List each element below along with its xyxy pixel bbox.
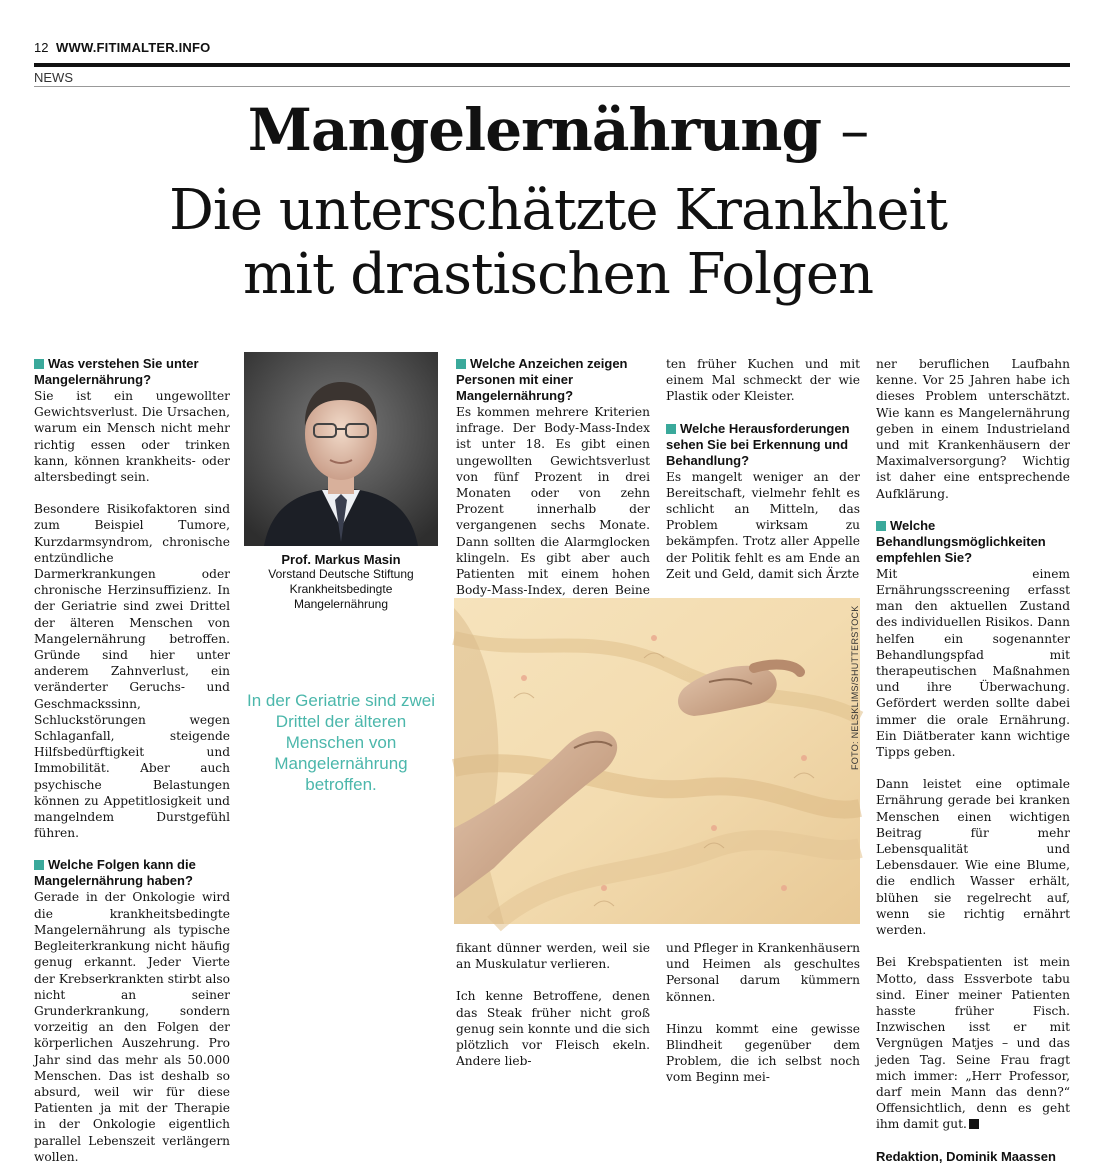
author-role: Mangelernährung (293, 597, 389, 611)
body-paragraph: ner beruflichen Laufbahn kenne. Vor 25 Jahren habe ich dieses Problem unterschätzt. Wie kann es Mangelernährung geben in einem Industrieland und mit Krankenhäusern der Maximalversorgung? Wichtig ist daher eine entsprechende Aufklärung. (876, 357, 1070, 501)
article-column-3 (456, 356, 650, 615)
photo-credit: FOTO: NELSKLIMS/SHUTTERSTOCK (850, 605, 860, 770)
headline-line1 (40, 96, 1076, 164)
body-paragraph: Hinzu kommt eine gewisse Blindheit gegenüber dem Problem, die ich selbst noch vom Beginn mei- (666, 1021, 860, 1085)
author-role: Vorstand Deutsche Stiftung (268, 567, 414, 581)
answer-paragraph: Es kommen mehrere Kriterien infrage. Der Body-Mass-Index ist unter 18. Es gibt einen ungewollten Gewichtsverlust von fünf Prozent in drei Monaten oder von zehn Prozent innerhalb der vergangenen sechs Monate. Dann sollten die Alarmglocken klingeln. Es gibt aber auch Patienten mit einem hohen Body-Mass-Index, deren Beine (456, 405, 650, 598)
square-bullet-icon (456, 359, 466, 369)
headline-main: Mangelernährung (247, 96, 822, 164)
article-column-3-continued (456, 940, 650, 1069)
square-bullet-icon (666, 424, 676, 434)
article-photo (454, 598, 860, 924)
end-mark-icon (969, 1119, 979, 1129)
square-bullet-icon (34, 860, 44, 870)
byline: Redaktion, Dominik Maassen (876, 1148, 1056, 1164)
article-column-1 (34, 356, 230, 1165)
square-bullet-icon (34, 359, 44, 369)
author-portrait (244, 352, 438, 546)
question-heading: Welche Folgen kann die Mangelernährung haben? (34, 857, 196, 889)
body-paragraph: ten früher Kuchen und mit einem Mal schmeckt der wie Plastik oder Kleister. (666, 357, 860, 404)
body-paragraph: und Pfleger in Krankenhäusern und Heimen als geschultes Personal darum kümmern können. (666, 941, 860, 1004)
page-number: 12 (34, 40, 49, 55)
headline-dash: – (840, 96, 869, 164)
author-role: Krankheitsbedingte (289, 582, 393, 596)
body-paragraph: Dann leistet eine optimale Ernährung gerade bei kranken Menschen einen wichtigen Beitrag für mehr Lebensqualität und Lebensdauer. Wie eine Blume, die endlich Wasser erhält, blühen sie regelrecht auf, wenn sie richtig ernährt werden. (876, 777, 1070, 938)
headline-line3: mit drastischen Folgen (242, 242, 874, 307)
answer-paragraph: Sie ist ein ungewollter Gewichtsverlust. Die Ursachen, warum ein Mensch nicht mehr richtig essen oder trinken kann, können krankheits- oder altersbedingt sein. (34, 389, 230, 485)
article-column-4-continued (666, 940, 860, 1086)
pull-quote: In der Geriatrie sind zwei Drittel der älteren Menschen von Mangelernährung betroffen. (246, 691, 436, 794)
site-url[interactable]: WWW.FITIMALTER.INFO (56, 40, 211, 55)
body-paragraph: Bei Krebspatienten ist mein Motto, dass Essverbote tabu sind. Einer meiner Patienten hasste früher Fisch. Inzwischen isst er mit Vergnügen Matjes – und das jeden Tag. Seine Frau fragt mich immer: „Herr Professor, darf mein Mann das denn?“ Offensichtlich, denn es geht ihm damit gut. (876, 955, 1070, 1132)
question-heading: Was verstehen Sie unter Mangelernährung? (34, 356, 199, 387)
body-paragraph: fikant dünner werden, weil sie an Muskulatur verlieren. (456, 941, 650, 972)
section-rule (34, 86, 1070, 87)
author-name: Prof. Markus Masin (281, 552, 401, 567)
section-label: NEWS (34, 70, 73, 85)
article-column-5 (876, 356, 1070, 1165)
square-bullet-icon (876, 521, 886, 531)
headline-line2: Die unterschätzte Krankheit (169, 178, 947, 243)
question-heading: Welche Herausforderungen sehen Sie bei Erkennung und Behandlung? (666, 420, 850, 468)
header-rule (34, 63, 1070, 67)
question-heading: Welche Anzeichen zeigen Personen mit einer Mangelernährung? (456, 356, 628, 403)
answer-paragraph: Es mangelt weniger an der Bereitschaft, vielmehr fehlt es schlicht an Mitteln, das Problem wirksam zu bekämpfen. Trotz aller Appelle der Politik fehlt es am Ende an Zeit und Geld, damit sich Ärzte (666, 469, 860, 581)
question-heading: Welche Behandlungsmöglichkeiten empfehlen Sie? (876, 517, 1046, 565)
body-paragraph: Besondere Risikofaktoren sind zum Beispiel Tumore, Kurzdarmsyndrom, chronische entzündliche Darmerkrankungen oder chronische Herzinsuffizienz. In der Geriatrie sind zwei Drittel der älteren Menschen von Mangelernährung betroffen. Gründe sind hier unter anderem Zahnverlust, ein veränderter Geruchs- und Geschmackssinn, Schluckstörungen wegen Schlaganfall, steigende Hilfsbedürftigkeit und Immobilität. Aber auch psychische Belastungen können zu Appetitlosigkeit und mangelndem Durstgefühl führen. (34, 502, 230, 841)
article-column-4 (666, 356, 860, 582)
portrait-caption (244, 552, 438, 612)
body-paragraph: Ich kenne Betroffene, denen das Steak früher nicht groß genug sein konnte und die sich plötzlich vor Fleisch ekeln. Andere lieb- (456, 989, 650, 1069)
answer-paragraph: Gerade in der Onkologie wird die krankheitsbedingte Mangelernährung als typische Begleiterkrankung nicht häufig genug erkannt. Jeder Vierte der Krebserkrankten stirbt also nicht an seiner Grunderkrankung, sondern vorzeitig an den Folgen der körperlichen Auszehrung. Pro Jahr sind das mehr als 50.000 Menschen. Das ist deshalb so absurd, weil wir für diese Patienten ja mit der Therapie in der Onkologie eigentlich parallel Lebenszeit verlängern wollen. (34, 890, 230, 1164)
answer-paragraph: Mit einem Ernährungsscreening erfasst man den aktuellen Zustand des individuellen Risikos. Dann helfen ein sogenannter Behandlungspfad mit therapeutischen Maßnahmen und ihre Überwachung. Gefördert werden sollte dabei immer die orale Ernährung. Ein Diätberater kann wichtige Tipps geben. (876, 566, 1070, 760)
